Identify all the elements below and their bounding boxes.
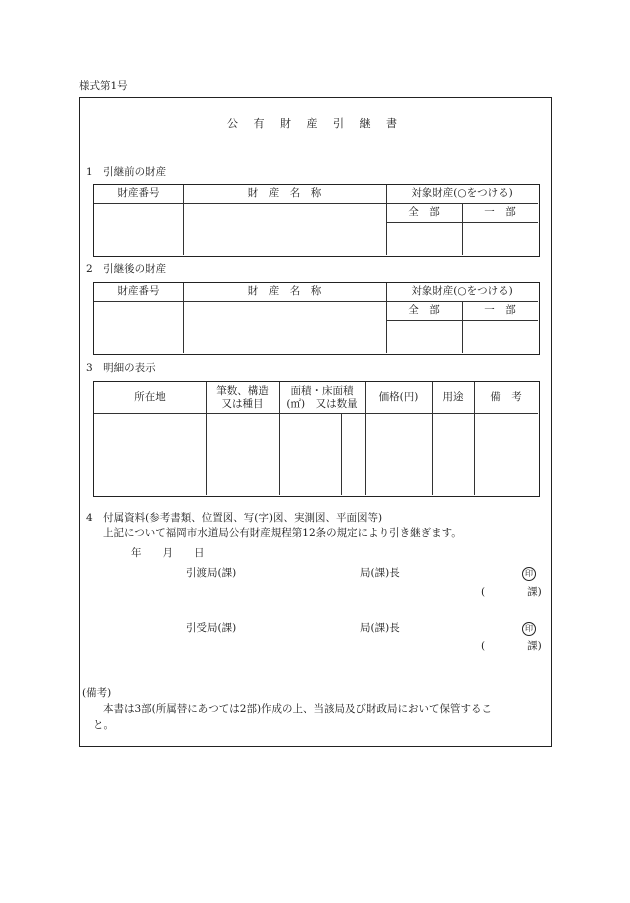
- statement-text: 上記について福岡市水道局公有財産規程第12条の規定により引き継ぎます。: [103, 527, 462, 539]
- s2-col-name: 財 産 名 称: [247, 285, 322, 298]
- s1-col-target: 対象財産(○をつける): [411, 187, 513, 200]
- s2-col-target: 対象財産(○をつける): [411, 285, 513, 298]
- s3-col-remarks: 備 考: [490, 390, 522, 403]
- receive-seal-mark: 印: [522, 622, 536, 636]
- s2-col-all: 全 部: [408, 303, 440, 316]
- transfer-seal-mark: 印: [522, 567, 536, 581]
- section3-heading: 3 明細の表示: [86, 362, 156, 374]
- s3-col-type-line2: 又は種目: [221, 397, 264, 410]
- date-line: 年 月 日: [131, 547, 205, 559]
- section2-heading: 2 引継後の財産: [86, 263, 167, 275]
- notes-line1: 本書は3部(所属替にあつては2部)作成の上、当該局及び財政局において保管するこ: [103, 703, 493, 715]
- s1-col-name: 財 産 名 称: [247, 187, 322, 200]
- receive-section-paren: ( 課): [481, 640, 542, 652]
- s1-col-part: 一 部: [484, 205, 516, 218]
- section4-heading: 4 付属資料(参考書類、位置図、写(字)図、実測図、平面図等): [86, 512, 383, 524]
- section1-table: [93, 184, 540, 257]
- transfer-section-paren: ( 課): [481, 586, 542, 598]
- s3-col-type-line1: 筆数、構造: [216, 384, 269, 397]
- s3-col-location: 所在地: [134, 390, 166, 403]
- s2-col-number: 財産番号: [117, 285, 160, 298]
- section2-table: [93, 282, 540, 355]
- section1-heading: 1 引継前の財産: [86, 166, 167, 178]
- notes-line2: と。: [93, 719, 114, 731]
- transfer-chief-label: 局(課)長: [360, 567, 400, 579]
- section3-table: [93, 381, 540, 497]
- receive-chief-label: 局(課)長: [360, 622, 400, 634]
- s3-col-area-line1: 面積・床面積: [290, 384, 354, 397]
- s2-col-part: 一 部: [484, 303, 516, 316]
- notes-heading: (備考): [82, 687, 112, 699]
- receive-dept-label: 引受局(課): [186, 622, 237, 634]
- form-number: 様式第1号: [79, 80, 128, 92]
- s3-col-area-line2: (㎡) 又は数量: [286, 397, 358, 410]
- s3-col-price: 価格(円): [378, 390, 419, 403]
- s3-col-use: 用途: [442, 390, 464, 403]
- transfer-dept-label: 引渡局(課): [186, 567, 237, 579]
- s1-col-all: 全 部: [408, 205, 440, 218]
- s1-col-number: 財産番号: [117, 187, 160, 200]
- form-title: 公 有 財 産 引 継 書: [227, 117, 403, 130]
